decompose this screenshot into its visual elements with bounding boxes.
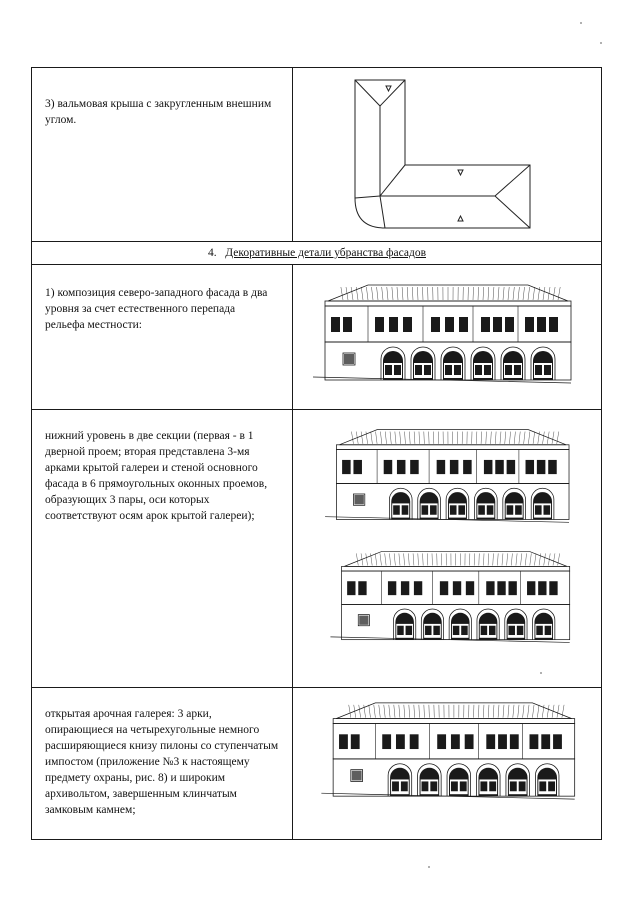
section-header bbox=[32, 244, 602, 262]
facade-figure-4 bbox=[318, 697, 580, 805]
facade-figure-3 bbox=[322, 546, 580, 648]
facade-figure-1 bbox=[308, 279, 578, 389]
section-title: Декоративные детали убранства фасадов bbox=[225, 247, 426, 259]
roof-description: 3) вальмовая крыша с закругленным внешним углом. bbox=[45, 98, 272, 126]
row-divider-4 bbox=[31, 687, 602, 688]
hip-roof-plan-figure bbox=[345, 78, 545, 233]
section-number: 4. bbox=[208, 247, 217, 259]
building-facade-icon bbox=[318, 697, 580, 805]
scan-speck bbox=[540, 672, 542, 674]
table-border-top bbox=[31, 67, 602, 68]
gallery-description: открытая арочная галерея: 3 арки, опирающиеся на четырехугольные немного расширяющиеся книзу пилоны со ступенчатым импостом (приложение №3 к настоящему предмету охраны, рис. 8) и широким архивольтом, завершенным клинчатым замковым камнем; bbox=[45, 708, 279, 816]
building-facade-icon bbox=[318, 424, 578, 528]
row-divider-2 bbox=[31, 264, 602, 265]
composition-description: 1) композиция северо-западного фасада в два уровня за счет естественного перепада рельефа местности: bbox=[45, 287, 268, 331]
table-border-right bbox=[601, 67, 602, 840]
table-border-bottom bbox=[31, 839, 602, 840]
column-divider-1 bbox=[292, 67, 293, 242]
hip-roof-plan-icon bbox=[345, 78, 545, 233]
building-facade-icon bbox=[322, 546, 580, 648]
column-divider-2 bbox=[292, 264, 293, 840]
row-divider-3 bbox=[31, 409, 602, 410]
building-facade-icon bbox=[308, 279, 578, 389]
facade-figure-2 bbox=[318, 424, 578, 528]
table-border-left bbox=[31, 67, 32, 840]
scan-speck bbox=[428, 866, 430, 868]
scan-speck bbox=[580, 22, 582, 24]
lower-level-description: нижний уровень в две секции (первая - в 1 дверной проем; вторая представлена 3-мя арками крытой галереи и стеной основного фасада в 6 прямоугольных оконных проемов, образующих 3 пары, оси которых соответствуют осям арок крытой галереи); bbox=[45, 430, 268, 522]
row-divider-1 bbox=[31, 241, 602, 242]
scan-speck bbox=[600, 42, 602, 44]
